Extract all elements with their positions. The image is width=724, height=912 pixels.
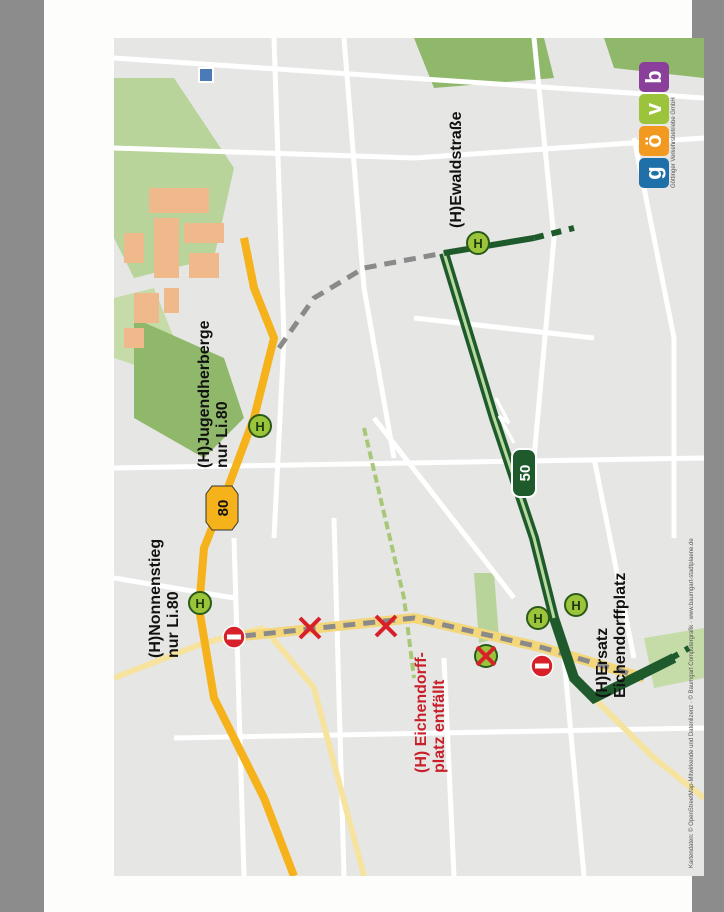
logo-letter: v (639, 94, 669, 124)
svg-text:H: H (255, 419, 265, 434)
stop-label-ersatz-eichendorffplatz: (H)Ersatz Eichendorffplatz (594, 572, 629, 698)
no-entry-icon (531, 655, 553, 677)
goevb-logo (639, 60, 677, 188)
stop-label-jugendherberge: (H)Jugendherberge nur Li.80 (196, 320, 231, 468)
line-badge-50 (512, 449, 536, 497)
stop-label-eichendorffplatz-cancelled: (H) Eichendorff- platz entfällt (413, 652, 448, 773)
line-badge-80 (206, 486, 238, 530)
stop-label-ewaldstrasse: (H)Ewaldstraße (448, 111, 465, 228)
logo-letter: ö (639, 126, 669, 156)
svg-text:H: H (533, 611, 543, 626)
map-credits: Kartendaten: © OpenStreetMap-Mitwirkende und Datenlizenz · © Baumgart Computergrafik · www.baumgart-stadtplaene.de (689, 538, 695, 868)
logo-subtitle: Göttinger Verkehrsbetriebe GmbH (671, 97, 677, 188)
logo-letter: b (639, 62, 669, 92)
svg-text:H: H (195, 596, 205, 611)
line-badge-80-label: 80 (215, 499, 232, 517)
svg-text:H: H (571, 598, 581, 613)
bus-stop-icon (467, 232, 489, 254)
closure-markers (223, 616, 553, 677)
svg-text:H: H (473, 236, 483, 251)
bus-stop-icon (527, 607, 549, 629)
bus-stop-icon (565, 594, 587, 616)
stop-label-nonnenstieg: (H)Nonnenstieg nur Li.80 (147, 538, 182, 658)
line-badge-50-label: 50 (517, 464, 534, 482)
logo-letter: g (639, 158, 669, 188)
bus-stop-icon (189, 592, 211, 614)
bus-stop-icon (249, 415, 271, 437)
bus-stop-icon-cancelled (475, 645, 497, 667)
map-area[interactable] (114, 38, 704, 876)
no-entry-icon (223, 626, 245, 648)
map-sheet (44, 0, 695, 912)
building-icon (199, 68, 213, 82)
